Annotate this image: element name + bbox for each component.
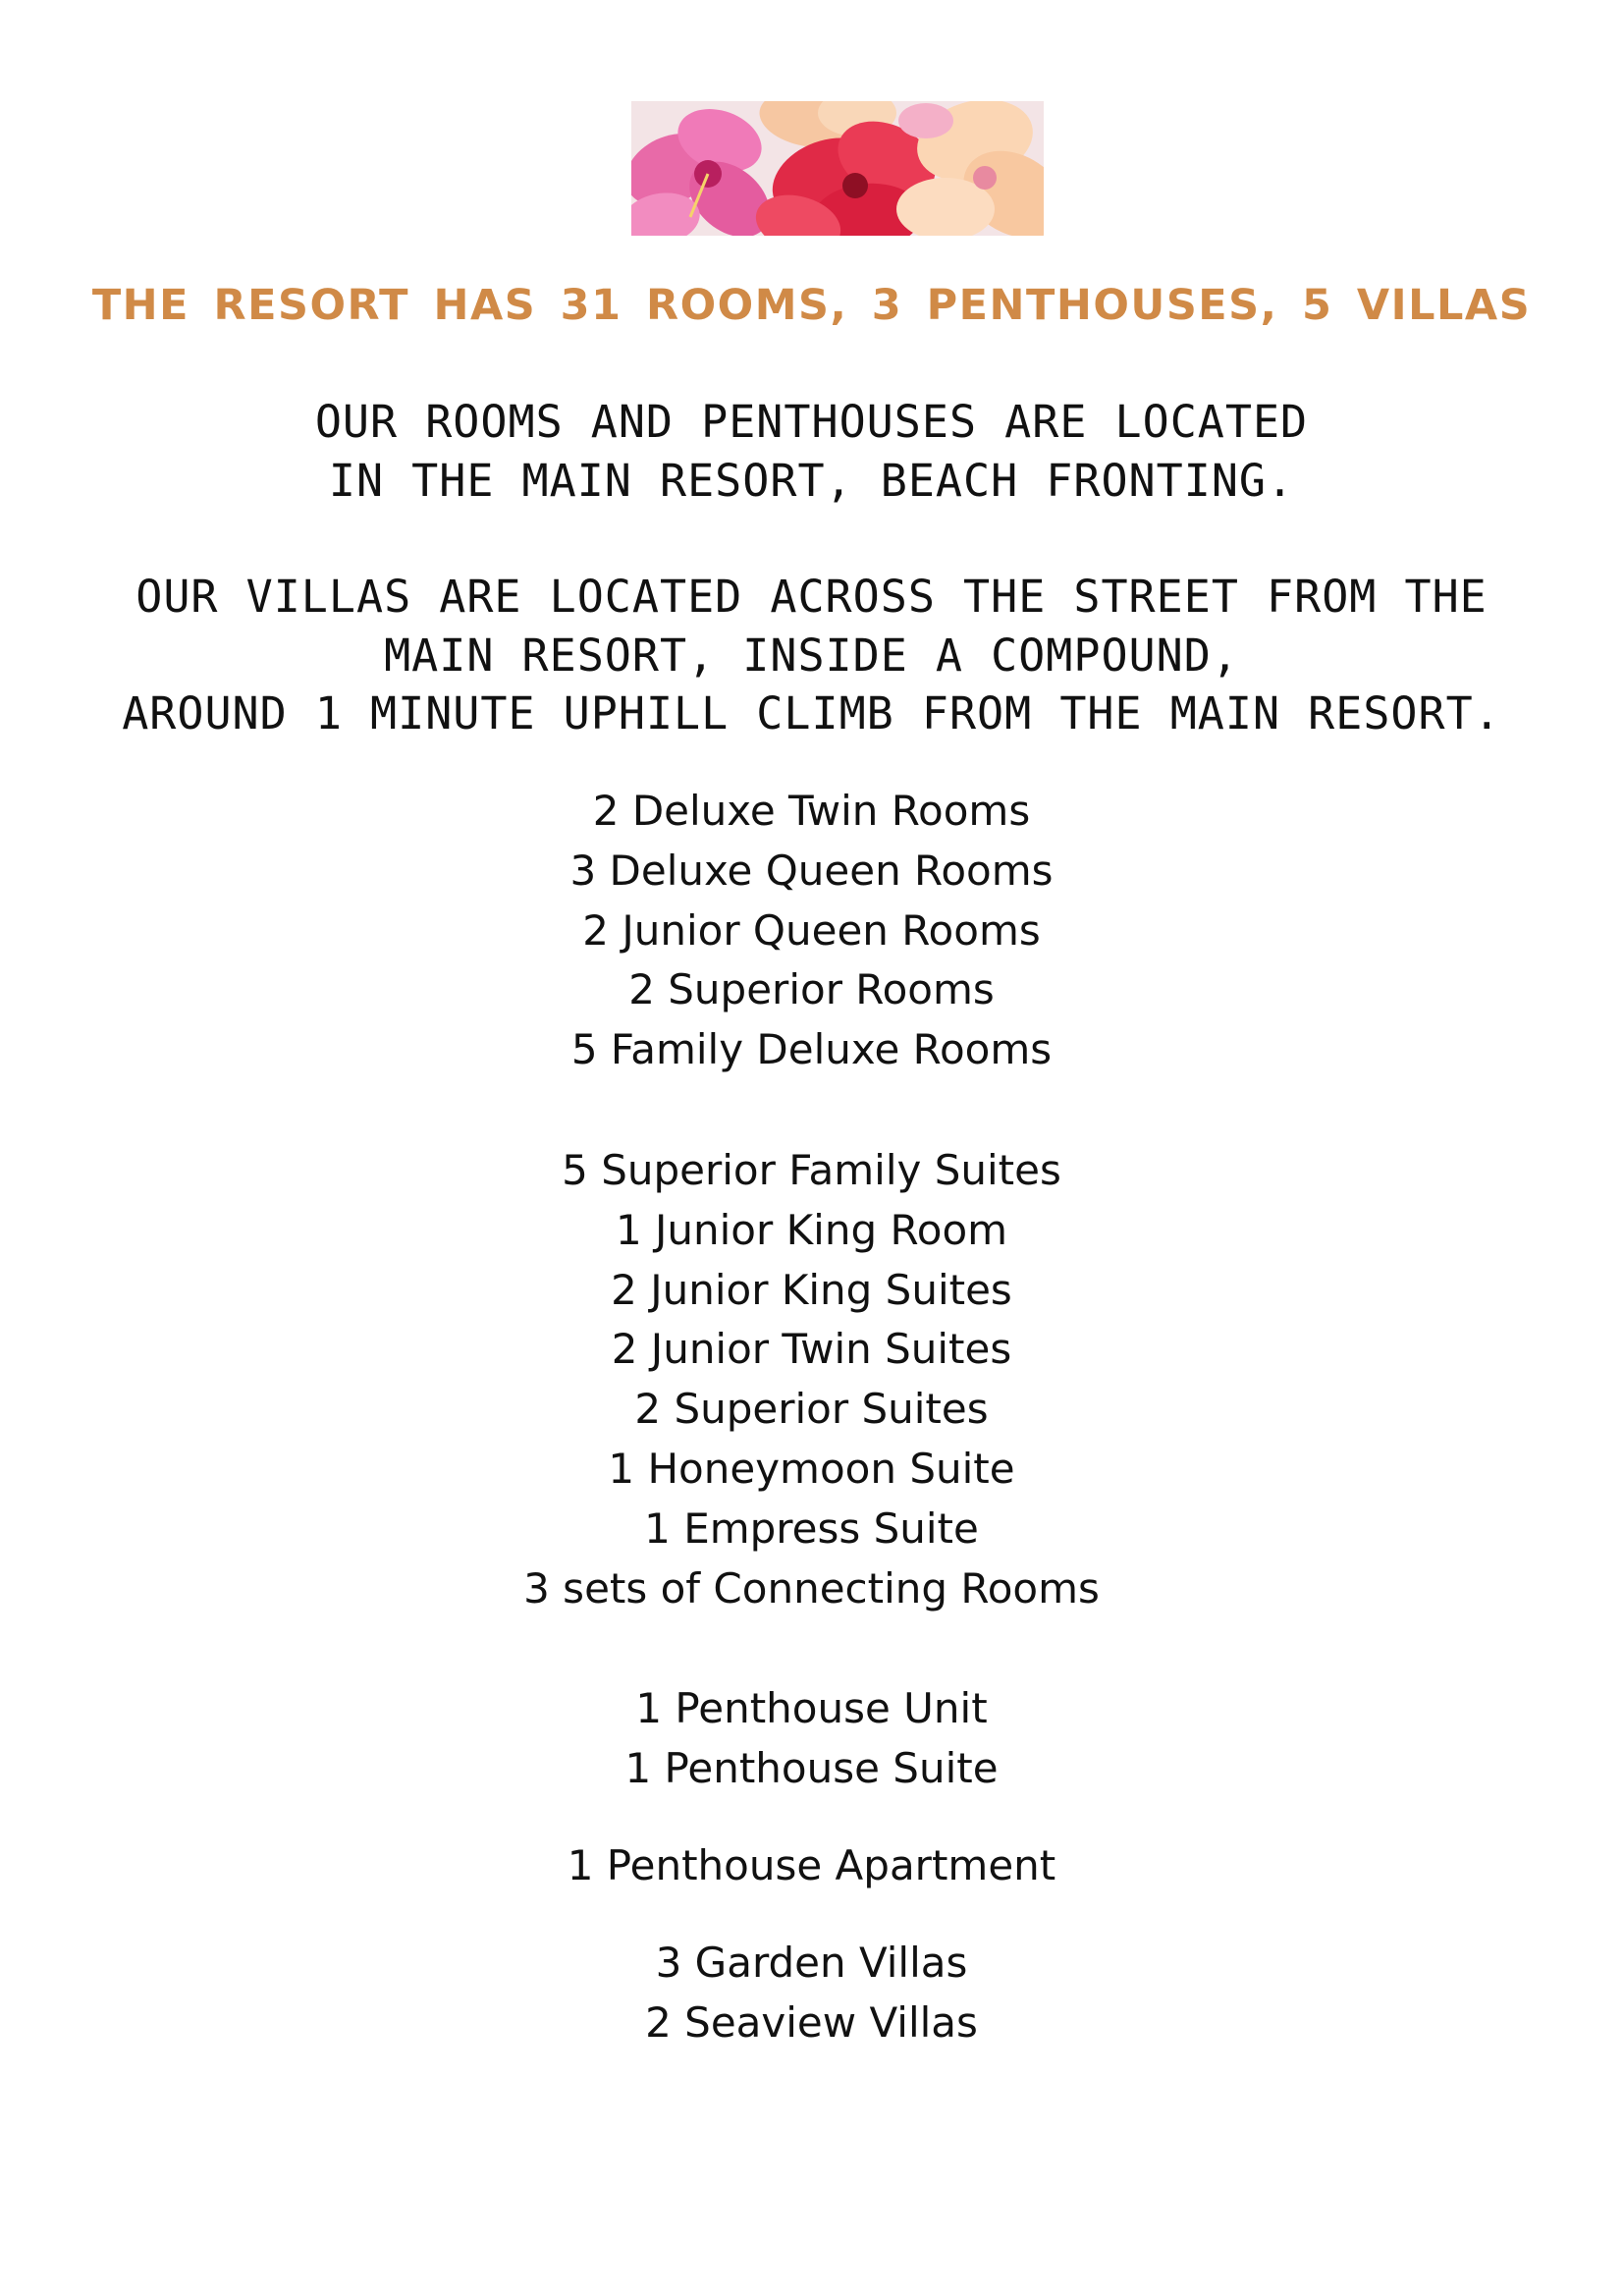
list-item: 1 Honeymoon Suite — [608, 1444, 1015, 1493]
rooms-location-note — [0, 393, 1623, 510]
list-item: 2 Deluxe Twin Rooms — [592, 787, 1031, 835]
penthouses-list-group-1 — [0, 1679, 1623, 1799]
list-item: 2 Junior Queen Rooms — [582, 905, 1041, 955]
rooms-list-group-2 — [0, 1141, 1623, 1618]
hibiscus-flowers-image — [631, 101, 1044, 236]
list-item: 2 Junior Twin Suites — [611, 1325, 1012, 1374]
villas-location-line: AROUND 1 MINUTE UPHILL CLIMB FROM THE MAIN RESORT. — [122, 687, 1501, 739]
list-item: 1 Empress Suite — [644, 1503, 979, 1553]
list-item: 3 Deluxe Queen Rooms — [569, 846, 1054, 895]
list-item: 1 Penthouse Apartment — [567, 1841, 1056, 1889]
list-item: 2 Superior Rooms — [628, 965, 995, 1014]
list-item: 1 Junior King Room — [615, 1205, 1008, 1254]
resort-summary-headline: THE RESORT HAS 31 ROOMS, 3 PENTHOUSES, 5 VILLAS — [91, 281, 1532, 330]
rooms-location-line: OUR ROOMS AND PENTHOUSES ARE LOCATED — [314, 396, 1309, 448]
list-item: 2 Superior Suites — [634, 1385, 989, 1434]
list-item: 1 Penthouse Suite — [624, 1743, 999, 1792]
list-item: 2 Junior King Suites — [611, 1265, 1012, 1314]
list-item: 3 sets of Connecting Rooms — [523, 1563, 1100, 1613]
villas-list — [0, 1933, 1623, 2052]
villas-location-line: OUR VILLAS ARE LOCATED ACROSS THE STREET FROM THE — [135, 571, 1488, 623]
rooms-list-group-1 — [0, 782, 1623, 1080]
rooms-location-line: IN THE MAIN RESORT, BEACH FRONTING. — [328, 454, 1295, 507]
list-item: 5 Family Deluxe Rooms — [570, 1025, 1053, 1074]
list-item: 2 Seaview Villas — [645, 1998, 978, 2047]
villas-location-note — [0, 568, 1623, 743]
list-item: 3 Garden Villas — [655, 1939, 968, 1987]
list-item: 5 Superior Family Suites — [562, 1146, 1061, 1194]
list-item: 1 Penthouse Unit — [635, 1684, 988, 1732]
villas-location-line: MAIN RESORT, INSIDE A COMPOUND, — [384, 629, 1239, 682]
penthouses-list-group-2 — [0, 1836, 1623, 1896]
